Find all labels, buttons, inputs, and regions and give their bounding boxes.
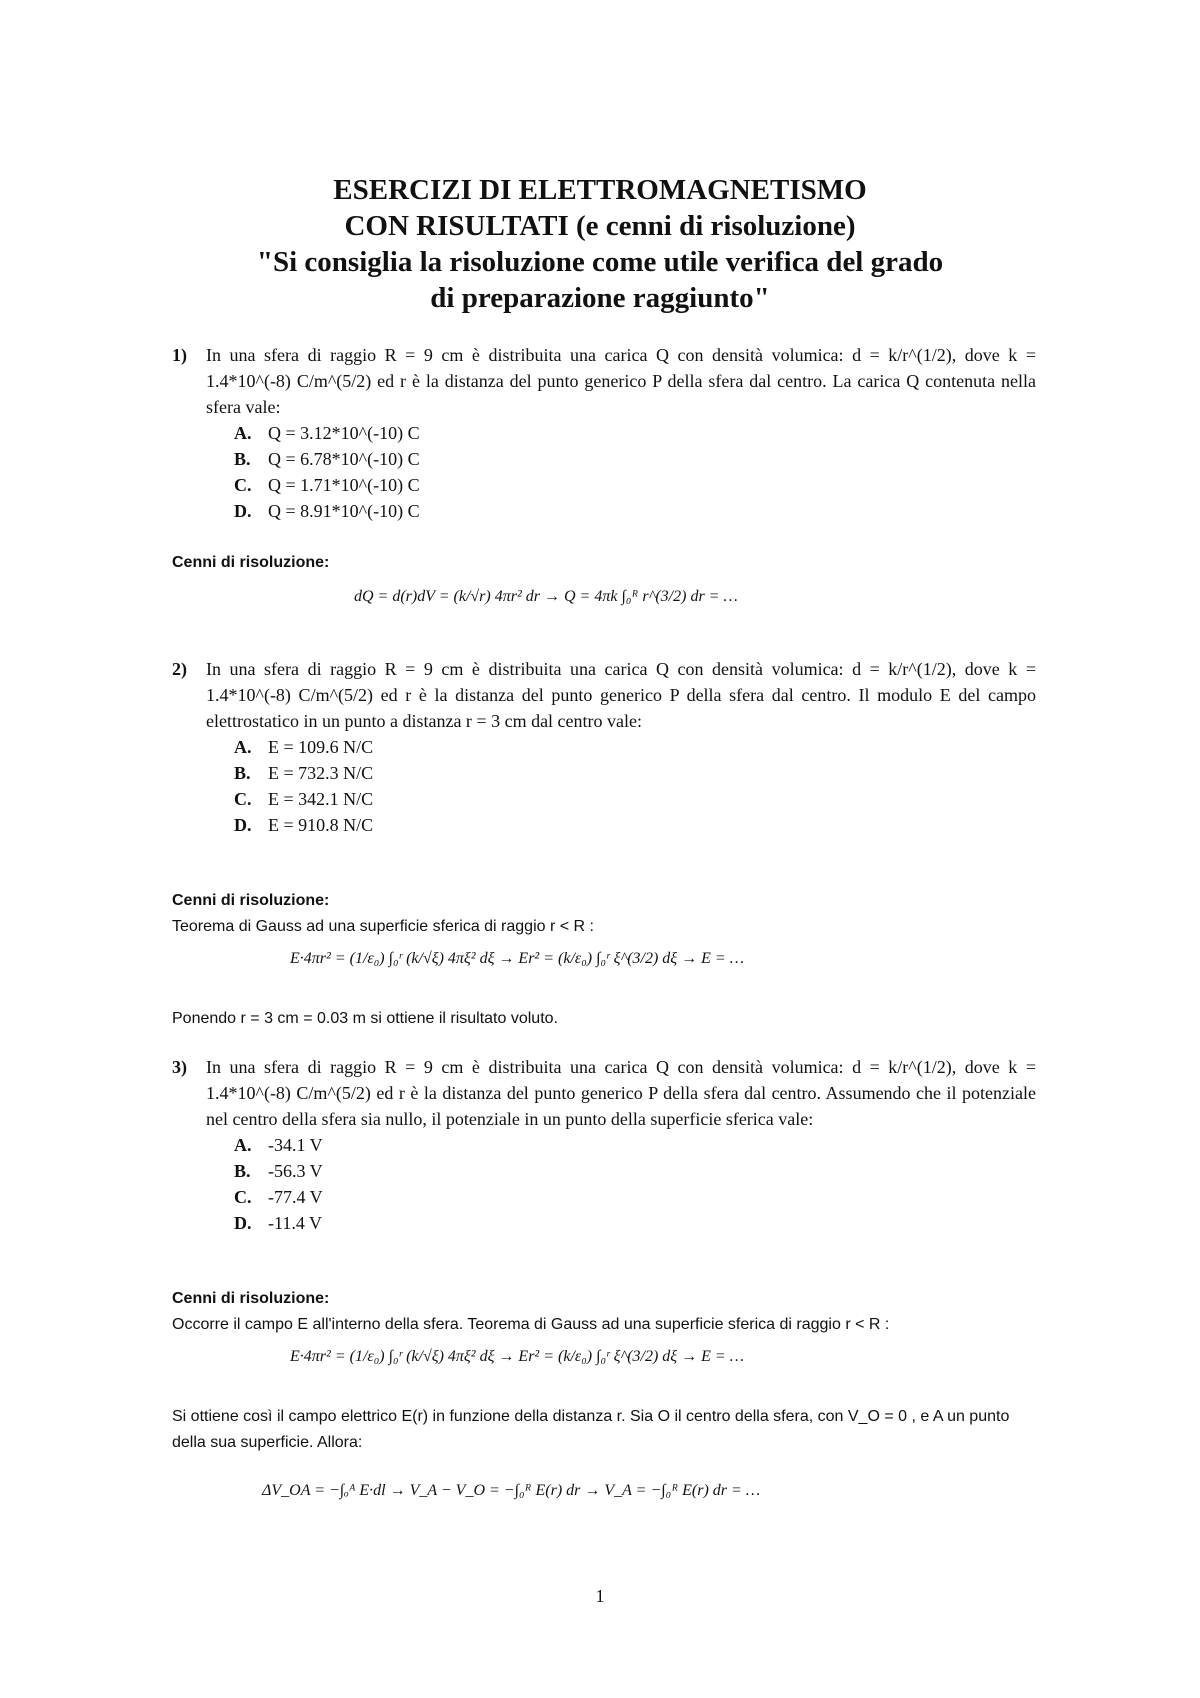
- answer-option: [234, 1210, 1036, 1236]
- option-label: D.: [234, 501, 252, 521]
- answer-option: [234, 734, 1036, 760]
- question-1: [172, 342, 1036, 524]
- answer-option: [234, 472, 1036, 498]
- option-label: D.: [234, 1213, 252, 1233]
- option-value: Q = 8.91*10^(-10) C: [268, 501, 420, 521]
- title-line-2: CON RISULTATI (e cenni di risoluzione): [344, 210, 856, 242]
- formula-3: E·4πr² = (1/ε₀) ∫₀ʳ (k/√ξ) 4πξ² dξ → Er² = (k/ε₀) ∫₀ʳ ξ^(3/2) dξ → E = …: [290, 1348, 744, 1365]
- option-label: A.: [234, 737, 252, 757]
- solution-heading: Cenni di risoluzione:: [172, 892, 330, 909]
- formula-1: dQ = d(r)dV = (k/√r) 4πr² dr → Q = 4πk ∫₀ᴿ r^(3/2) dr = …: [354, 588, 738, 605]
- question-number: 3): [172, 1057, 187, 1077]
- option-value: E = 732.3 N/C: [268, 763, 374, 783]
- solution-2-outro: [172, 1006, 1036, 1032]
- option-value: -56.3 V: [268, 1161, 323, 1181]
- option-label: D.: [234, 815, 252, 835]
- title-line-4: di preparazione raggiunto": [430, 282, 770, 314]
- answer-option: [234, 786, 1036, 812]
- option-value: E = 910.8 N/C: [268, 815, 374, 835]
- option-label: C.: [234, 1187, 252, 1207]
- solution-1: [172, 550, 1036, 576]
- option-value: Q = 6.78*10^(-10) C: [268, 449, 420, 469]
- solution-outro: Si ottiene così il campo elettrico E(r) in funzione della distanza r. Sia O il centro della sfera, con V_O = 0 , e A un punto della sua superficie. Allora:: [172, 1408, 1010, 1451]
- answer-option: [234, 1184, 1036, 1210]
- solution-3-outro: [172, 1404, 1036, 1456]
- option-value: Q = 3.12*10^(-10) C: [268, 423, 420, 443]
- option-label: A.: [234, 423, 252, 443]
- solution-heading: Cenni di risoluzione:: [172, 554, 330, 571]
- answer-option: [234, 812, 1036, 838]
- solution-outro: Ponendo r = 3 cm = 0.03 m si ottiene il risultato voluto.: [172, 1010, 558, 1027]
- option-label: B.: [234, 1161, 251, 1181]
- title-line-3: "Si consiglia la risoluzione come utile verifica del grado: [256, 246, 944, 278]
- option-value: -77.4 V: [268, 1187, 323, 1207]
- answer-options: [234, 420, 1036, 524]
- solution-3: [172, 1286, 1036, 1338]
- answer-options: [234, 734, 1036, 838]
- formula-4: ΔV_OA = −∫ₒᴬ E·dl → V_A − V_O = −∫₀ᴿ E(r) dr → V_A = −∫₀ᴿ E(r) dr = …: [262, 1482, 761, 1499]
- solution-2: [172, 888, 1036, 940]
- solution-intro: Teorema di Gauss ad una superficie sferica di raggio r < R :: [172, 918, 594, 935]
- question-number: 1): [172, 345, 187, 365]
- solution-intro: Occorre il campo E all'interno della sfera. Teorema di Gauss ad una superficie sferica di raggio r < R :: [172, 1316, 890, 1333]
- option-value: E = 342.1 N/C: [268, 789, 374, 809]
- document-title: [0, 172, 1200, 316]
- question-2: [172, 656, 1036, 838]
- page-number: 1: [595, 1586, 605, 1606]
- formula-2: E·4πr² = (1/ε₀) ∫₀ʳ (k/√ξ) 4πξ² dξ → Er² = (k/ε₀) ∫₀ʳ ξ^(3/2) dξ → E = …: [290, 950, 744, 967]
- answer-options: [234, 1132, 1036, 1236]
- answer-option: [234, 1132, 1036, 1158]
- answer-option: [234, 446, 1036, 472]
- answer-option: [234, 760, 1036, 786]
- title-line-1: ESERCIZI DI ELETTROMAGNETISMO: [333, 174, 867, 206]
- answer-option: [234, 420, 1036, 446]
- answer-option: [234, 1158, 1036, 1184]
- option-label: B.: [234, 449, 251, 469]
- option-value: E = 109.6 N/C: [268, 737, 374, 757]
- option-label: B.: [234, 763, 251, 783]
- option-label: C.: [234, 789, 252, 809]
- question-3: [172, 1054, 1036, 1236]
- question-text: In una sfera di raggio R = 9 cm è distribuita una carica Q con densità volumica: d = k/r^(1/2), dove k = 1.4*10^(-8) C/m^(5/2) ed r è la distanza del punto generico P della sfera dal centro. Assumendo che il potenziale nel centro della sfera sia nullo, il potenziale in un punto della superficie sferica vale:: [206, 1057, 1036, 1129]
- question-text: In una sfera di raggio R = 9 cm è distribuita una carica Q con densità volumica: d = k/r^(1/2), dove k = 1.4*10^(-8) C/m^(5/2) ed r è la distanza del punto generico P della sfera dal centro. La carica Q contenuta nella sfera vale:: [206, 345, 1036, 417]
- option-value: Q = 1.71*10^(-10) C: [268, 475, 420, 495]
- answer-option: [234, 498, 1036, 524]
- option-label: A.: [234, 1135, 252, 1155]
- question-number: 2): [172, 659, 187, 679]
- question-text: In una sfera di raggio R = 9 cm è distribuita una carica Q con densità volumica: d = k/r^(1/2), dove k = 1.4*10^(-8) C/m^(5/2) ed r è la distanza del punto generico P della sfera dal centro. Il modulo E del campo elettrostatico in un punto a distanza r = 3 cm dal centro vale:: [206, 659, 1036, 731]
- option-value: -11.4 V: [268, 1213, 322, 1233]
- option-value: -34.1 V: [268, 1135, 323, 1155]
- option-label: C.: [234, 475, 252, 495]
- solution-heading: Cenni di risoluzione:: [172, 1290, 330, 1307]
